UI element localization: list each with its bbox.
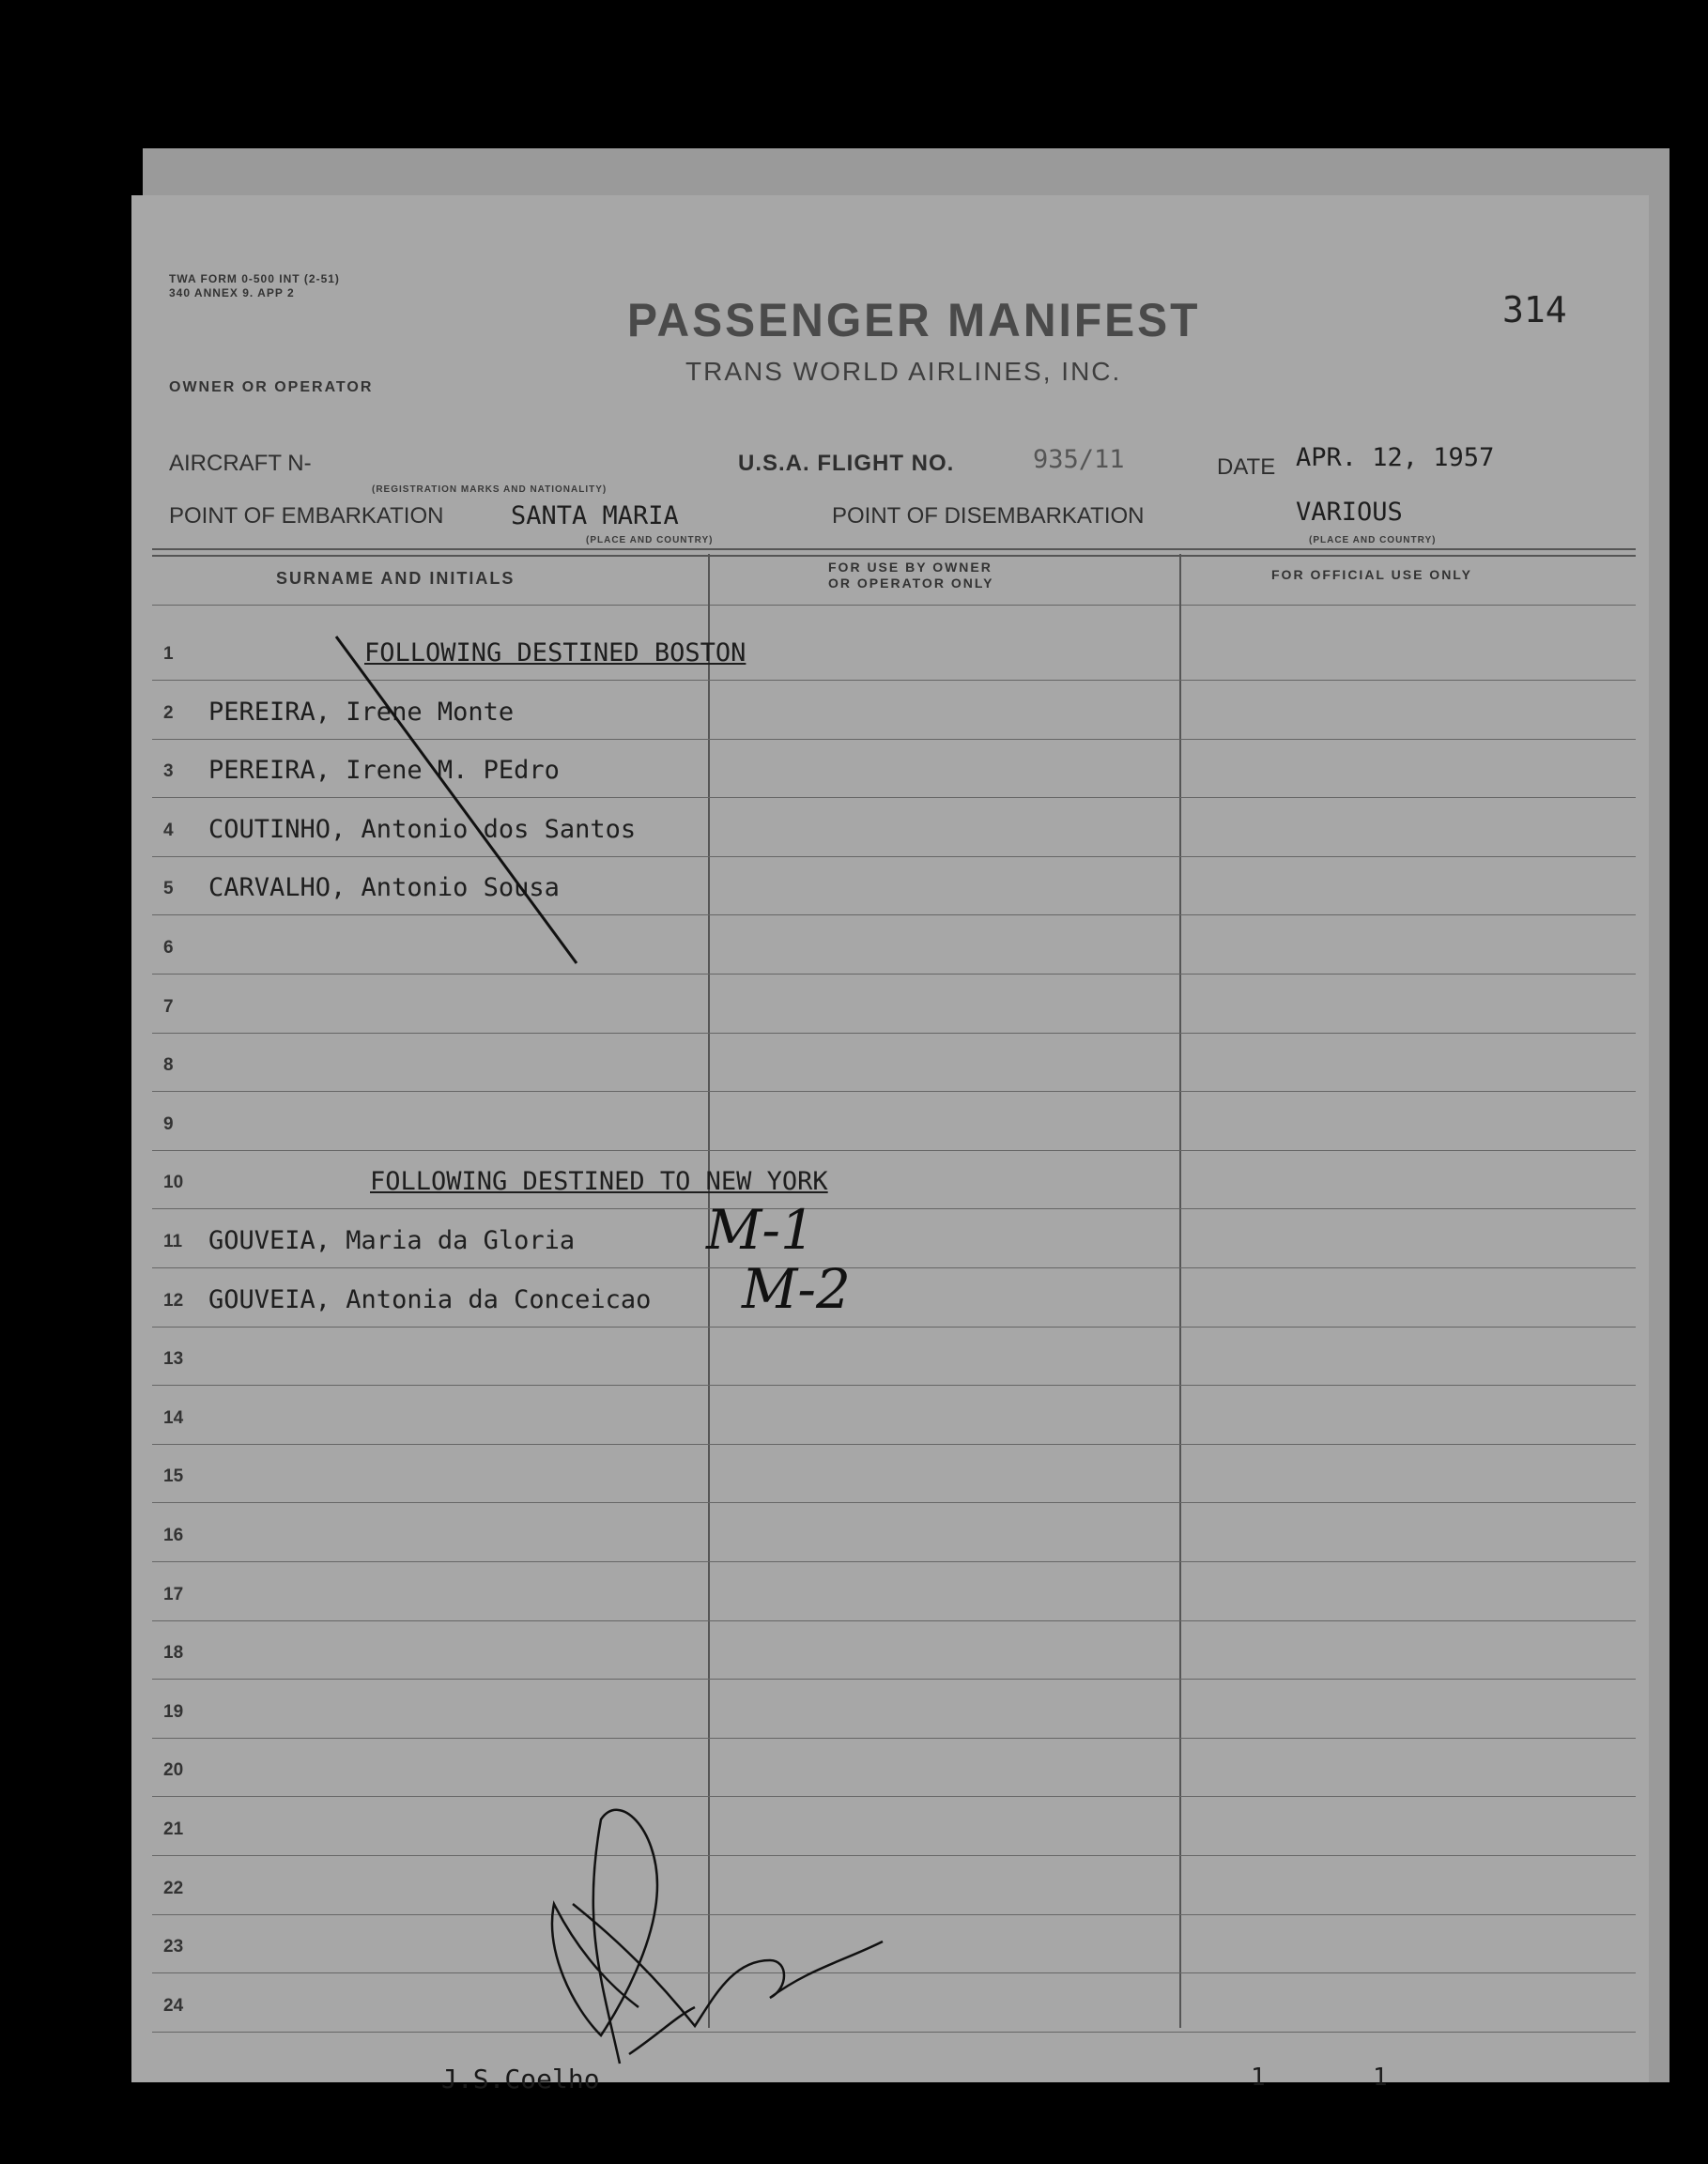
disembarkation-value: VARIOUS xyxy=(1296,498,1403,527)
handwritten-mark: M-2 xyxy=(742,1256,851,1321)
row-number: 7 xyxy=(163,996,174,1017)
strike-through-line xyxy=(336,637,577,963)
embarkation-label: POINT OF EMBARKATION xyxy=(169,503,444,529)
flight-number: 935/11 xyxy=(1033,445,1125,474)
row-number: 10 xyxy=(163,1173,184,1193)
passenger-name: GOUVEIA, Maria da Gloria xyxy=(208,1226,576,1255)
row-number: 2 xyxy=(163,702,174,723)
destination-heading: FOLLOWING DESTINED BOSTON xyxy=(364,638,746,668)
signature-name: J.S.Coelho xyxy=(441,2064,600,2095)
row-number: 18 xyxy=(163,1643,184,1664)
row-number: 3 xyxy=(163,761,174,782)
row-number: 21 xyxy=(163,1819,184,1839)
owner-label: OWNER OR OPERATOR xyxy=(169,379,374,395)
page-title: PASSENGER MANIFEST xyxy=(627,294,1201,347)
handwritten-mark: M-1 xyxy=(706,1198,815,1262)
signature-scribble xyxy=(552,1810,883,2064)
passenger-name: CARVALHO, Antonio Sousa xyxy=(208,873,560,903)
row-number: 14 xyxy=(163,1407,184,1428)
pen-marks xyxy=(131,195,1649,2082)
col-surname: SURNAME AND INITIALS xyxy=(276,569,515,588)
date-label: DATE xyxy=(1217,454,1276,480)
row-number: 4 xyxy=(163,820,174,840)
disembarkation-note: (PLACE AND COUNTRY) xyxy=(1309,535,1437,545)
aircraft-note: (REGISTRATION MARKS AND NATIONALITY) xyxy=(372,484,608,495)
passenger-name: GOUVEIA, Antonia da Conceicao xyxy=(208,1284,652,1314)
form-code-line2: 340 ANNEX 9. APP 2 xyxy=(169,286,295,299)
form-code-line1: TWA FORM 0-500 INT (2-51) xyxy=(169,272,340,285)
row-number: 15 xyxy=(163,1466,184,1487)
row-number: 6 xyxy=(163,938,174,958)
footer-count-1: 1 xyxy=(1251,2064,1266,2092)
aircraft-label: AIRCRAFT N- xyxy=(169,451,312,476)
col-owner-use-line2: OR OPERATOR ONLY xyxy=(828,576,994,591)
col-owner-use-line1: FOR USE BY OWNER xyxy=(828,560,992,575)
row-number: 1 xyxy=(163,644,174,664)
disembarkation-label: POINT OF DISEMBARKATION xyxy=(832,503,1145,529)
passenger-name: COUTINHO, Antonio dos Santos xyxy=(208,814,637,844)
airline-name: TRANS WORLD AIRLINES, INC. xyxy=(685,357,1122,386)
row-number: 5 xyxy=(163,879,174,899)
row-number: 17 xyxy=(163,1584,184,1604)
row-number: 13 xyxy=(163,1349,184,1370)
row-number: 19 xyxy=(163,1701,184,1722)
passenger-name: PEREIRA, Irene M. PEdro xyxy=(208,756,560,786)
embarkation-value: SANTA MARIA xyxy=(511,501,679,530)
row-number: 24 xyxy=(163,1995,184,2016)
row-number: 12 xyxy=(163,1290,184,1311)
date-value: APR. 12, 1957 xyxy=(1296,443,1495,472)
manifest-sheet xyxy=(131,195,1649,2095)
row-number: 16 xyxy=(163,1526,184,1545)
row-number: 11 xyxy=(163,1232,183,1251)
col-official: FOR OFFICIAL USE ONLY xyxy=(1271,567,1472,582)
row-number: 8 xyxy=(163,1055,174,1076)
row-number: 9 xyxy=(163,1113,174,1134)
destination-heading: FOLLOWING DESTINED TO NEW YORK xyxy=(370,1167,828,1197)
passenger-name: PEREIRA, Irene Monte xyxy=(208,697,515,727)
embarkation-note: (PLACE AND COUNTRY) xyxy=(586,535,714,545)
row-number: 22 xyxy=(163,1878,184,1898)
flight-label: U.S.A. FLIGHT NO. xyxy=(738,451,955,476)
footer-count-2: 1 xyxy=(1373,2064,1388,2092)
row-number: 23 xyxy=(163,1937,184,1957)
page-number: 314 xyxy=(1502,289,1567,330)
row-number: 20 xyxy=(163,1760,184,1781)
